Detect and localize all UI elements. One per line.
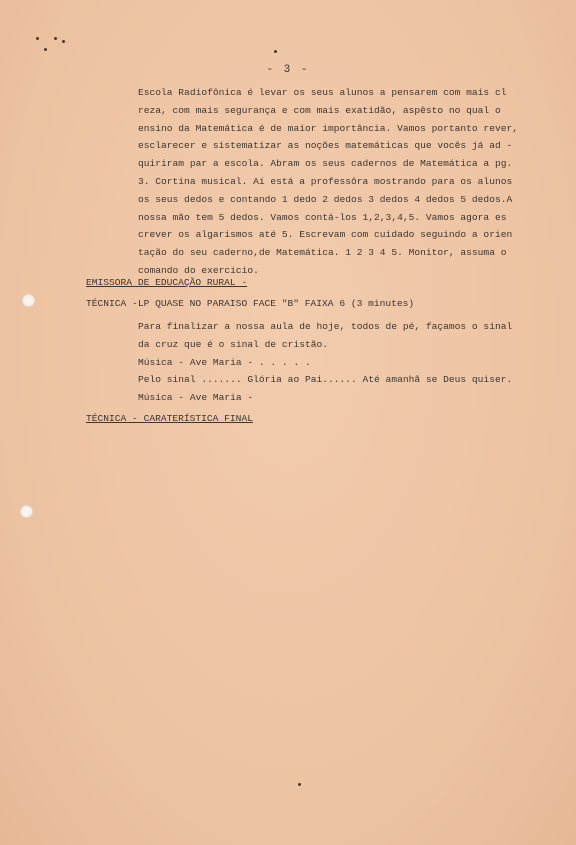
ink-speck	[298, 783, 301, 786]
paragraph-line: reza, com mais segurança e com mais exatidão, aspêsto no qual o	[138, 104, 501, 116]
heading-emissora: EMISSORA DE EDUCAÇÃO RURAL -	[86, 277, 248, 288]
paragraph-line: tação do seu caderno,de Matemática. 1 2 3 4 5. Monitor, assuma o	[138, 247, 507, 259]
punch-hole-bottom	[20, 505, 33, 518]
paragraph-line: os seus dedos e contando 1 dedo 2 dedos 3 dedos 4 dedos 5 dedos.A	[138, 193, 513, 205]
main-paragraph	[138, 84, 533, 280]
closing-line: Para finalizar a nossa aula de hoje, todos de pé, façamos o sinal	[138, 321, 513, 332]
ink-speck	[62, 40, 65, 43]
closing-line: da cruz que é o sinal de cristão.	[138, 338, 328, 350]
paragraph-line: comando do exercício.	[138, 264, 259, 276]
paragraph-line: Escola Radiofônica é levar os seus alunos a pensarem com mais cl	[138, 87, 507, 98]
closing-block	[138, 318, 533, 407]
heading-tecnica-lp: TÉCNICA -LP QUASE NO PARAISO FACE "B" FAIXA 6 (3 minutes)	[86, 298, 415, 309]
paragraph-line: quiriram par a escola. Abram os seus cadernos de Matemática a pg.	[138, 158, 513, 170]
heading-tecnica-final: TÉCNICA - CARATERÍSTICA FINAL	[86, 413, 253, 424]
closing-line: Música - Ave Maria - . . . . .	[138, 356, 311, 368]
punch-hole-top	[22, 294, 35, 307]
paragraph-line: 3. Cortina musical. Aí está a professôra mostrando para os alunos	[138, 175, 513, 187]
paragraph-line: ensino da Matemática é de maior importância. Vamos portanto rever,	[138, 122, 518, 134]
paragraph-line: crever os algarismos até 5. Escrevam com cuidado seguindo a orien	[138, 229, 513, 241]
closing-line: Pelo sinal ....... Glória ao Pai...... Até amanhã se Deus quiser.	[138, 374, 513, 386]
page-number: - 3 -	[266, 64, 310, 76]
paragraph-line: esclarecer e sistematizar as noções matemáticas que vocês já ad -	[138, 140, 513, 152]
ink-speck	[274, 50, 277, 53]
ink-speck	[44, 48, 47, 51]
ink-speck	[36, 37, 39, 40]
paragraph-line: nossa mão tem 5 dedos. Vamos contá-los 1,2,3,4,5. Vamos agora es	[138, 211, 507, 223]
closing-line: Música - Ave Maria -	[138, 392, 254, 404]
ink-speck	[54, 37, 57, 40]
